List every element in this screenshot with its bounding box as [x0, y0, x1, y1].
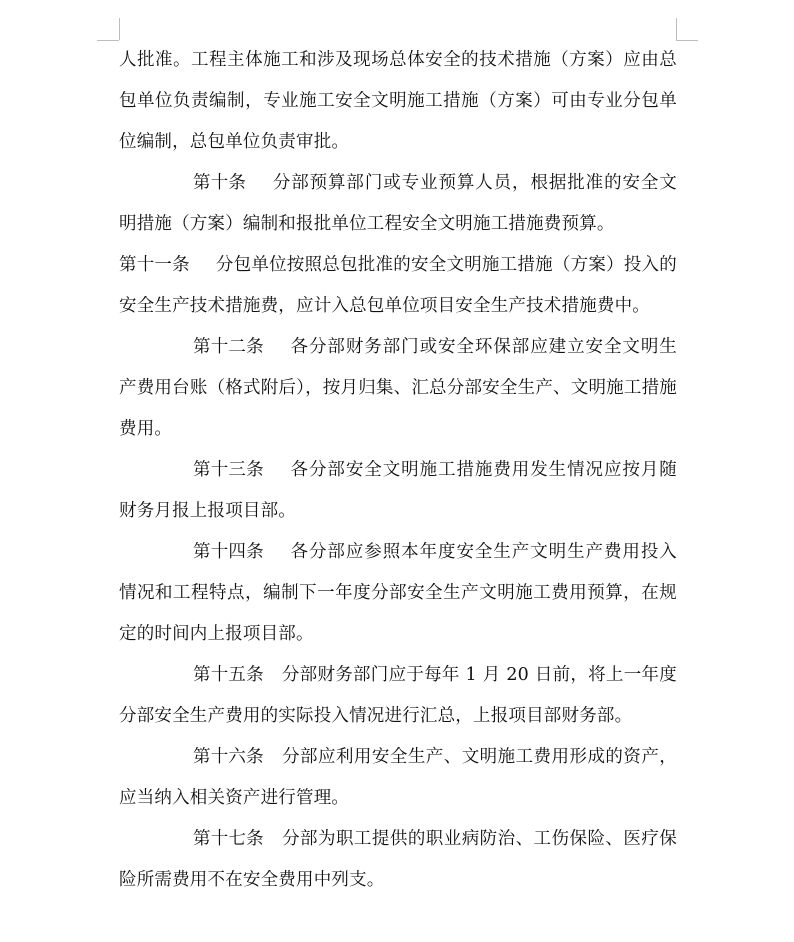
article-paragraph	[119, 163, 677, 245]
article-paragraph	[119, 532, 677, 655]
crop-mark-top-right	[676, 40, 698, 41]
article-text: 分部应利用安全生产、文明施工费用形成的资产，应当纳入相关资产进行管理。	[119, 747, 677, 808]
article-number: 第十一条	[119, 255, 190, 275]
article-paragraph	[119, 655, 677, 737]
article-number: 第十二条	[193, 337, 264, 357]
paragraph-text: 人批准。工程主体施工和涉及现场总体安全的技术措施（方案）应由总包单位负责编制，专业施工安全文明施工措施（方案）可由专业分包单位编制，总包单位负责审批。	[119, 50, 677, 152]
article-text: 各分部应参照本年度安全生产文明生产费用投入情况和工程特点，编制下一年度分部安全生产文明施工费用预算，在规定的时间内上报项目部。	[119, 542, 677, 644]
article-text: 分部为职工提供的职业病防治、工伤保险、医疗保险所需费用不在安全费用中列支。	[119, 829, 677, 890]
article-number: 第十六条	[193, 747, 264, 767]
article-number: 第十条	[193, 173, 247, 193]
article-number: 第十七条	[193, 829, 264, 849]
article-text: 分部财务部门应于每年 1 月 20 日前，将上一年度分部安全生产费用的实际投入情况进行汇总，上报项目部财务部。	[119, 665, 677, 726]
crop-mark-top-right	[676, 18, 677, 40]
article-paragraph	[119, 819, 677, 901]
article-paragraph	[119, 450, 677, 532]
crop-mark-top-left	[119, 18, 120, 40]
paragraph	[119, 40, 677, 163]
crop-mark-top-left	[97, 40, 119, 41]
article-paragraph	[119, 245, 677, 327]
article-number: 第十四条	[193, 542, 264, 562]
article-number: 第十三条	[193, 460, 264, 480]
article-paragraph	[119, 327, 677, 450]
article-number: 第十五条	[193, 665, 264, 685]
article-text: 分部预算部门或专业预算人员，根据批准的安全文明措施（方案）编制和报批单位工程安全文明施工措施费预算。	[119, 173, 677, 234]
article-text: 各分部财务部门或安全环保部应建立安全文明生产费用台账（格式附后），按月归集、汇总分部安全生产、文明施工措施费用。	[119, 337, 677, 439]
document-body	[119, 40, 677, 901]
article-text: 各分部安全文明施工措施费用发生情况应按月随财务月报上报项目部。	[119, 460, 677, 521]
article-paragraph	[119, 737, 677, 819]
article-text: 分包单位按照总包批准的安全文明施工措施（方案）投入的安全生产技术措施费，应计入总包单位项目安全生产技术措施费中。	[119, 255, 677, 316]
